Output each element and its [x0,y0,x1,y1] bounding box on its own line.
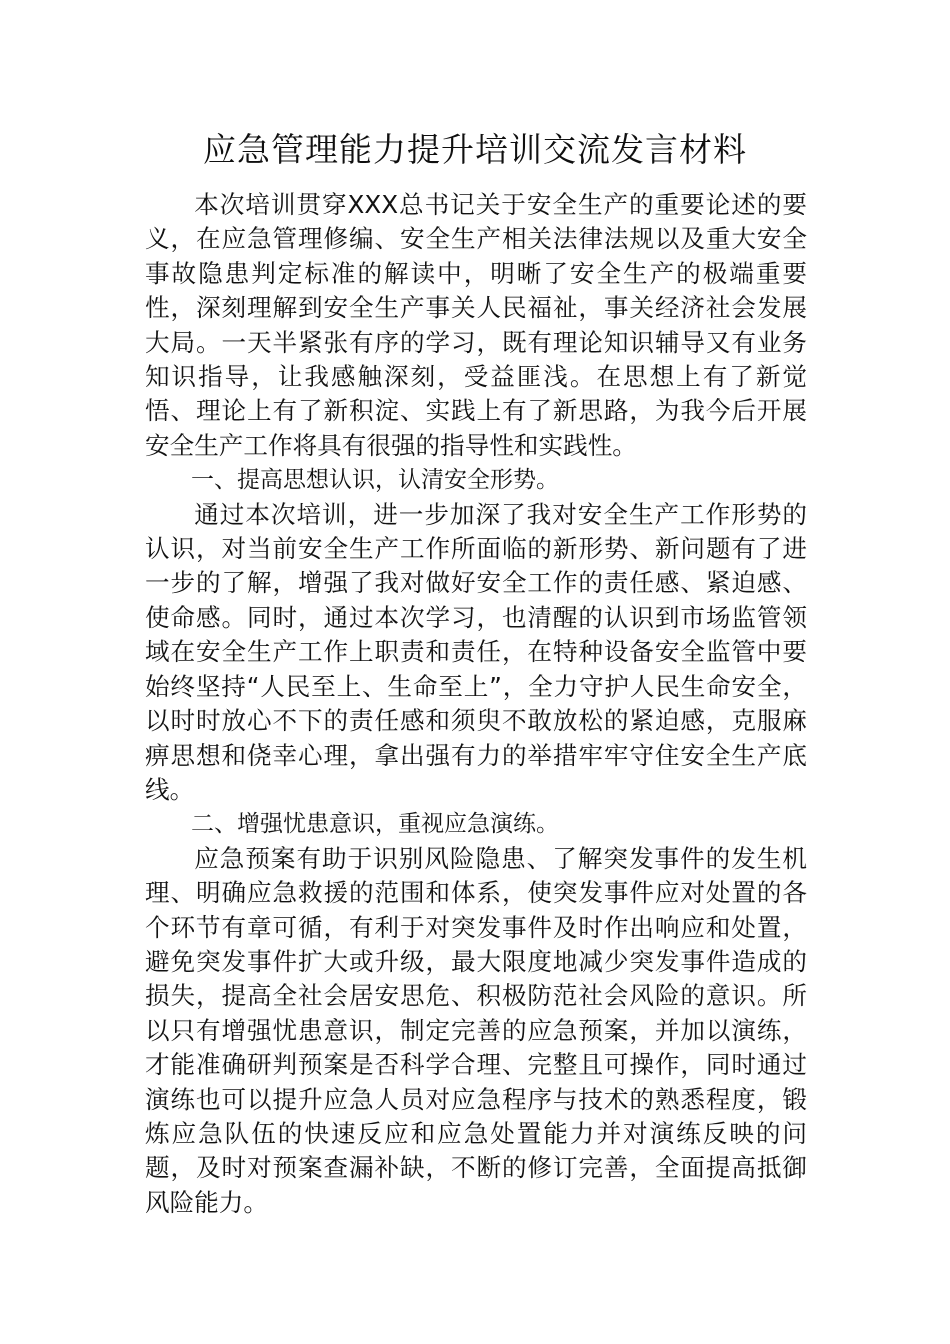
document-body [145,188,807,1220]
paragraph-section-1: 通过本次培训，进一步加深了我对安全生产工作形势的认识，对当前安全生产工作所面临的新形势、新问题有了进一步的了解，增强了我对做好安全工作的责任感、紧迫感、使命感。同时，通过本次学习，也清醒的认识到市场监管领域在安全生产工作上职责和责任，在特种设备安全监管中要始终坚持“人民至上、生命至上”，全力守护人民生命安全，以时时放心不下的责任感和须臾不敢放松的紧迫感，克服麻痹思想和侥幸心理，拿出强有力的举措牢牢守住安全生产底线。 [145,499,807,804]
document-title: 应急管理能力提升培训交流发言材料 [203,130,747,169]
paragraph-section-2: 应急预案有助于识别风险隐患、了解突发事件的发生机理、明确应急救援的范围和体系，使突发事件应对处置的各个环节有章可循，有利于对突发事件及时作出响应和处置，避免突发事件扩大或升级，最大限度地减少突发事件造成的损失，提高全社会居安思危、积极防范社会风险的意识。所以只有增强忧患意识，制定完善的应急预案，并加以演练，才能准确研判预案是否科学合理、完整且可操作，同时通过演练也可以提升应急人员对应急程序与技术的熟悉程度，锻炼应急队伍的快速反应和应急处置能力并对演练反映的问题，及时对预案查漏补缺，不断的修订完善，全面提高抵御风险能力。 [145,843,807,1217]
paragraph-intro: 本次培训贯穿XXX总书记关于安全生产的重要论述的要义，在应急管理修编、安全生产相关法律法规以及重大安全事故隐患判定标准的解读中，明晰了安全生产的极端重要性，深刻理解到安全生产事关人民福祉，事关经济社会发展大局。一天半紧张有序的学习，既有理论知识辅导又有业务知识指导，让我感触深刻，受益匪浅。在思想上有了新觉悟、理论上有了新积淀、实践上有了新思路，为我今后开展安全生产工作将具有很强的指导性和实践性。 [145,190,807,460]
section-heading-1: 一、提高思想认识，认清安全形势。 [191,467,559,494]
section-heading-2: 二、增强忧患意识，重视应急演练。 [191,811,559,838]
